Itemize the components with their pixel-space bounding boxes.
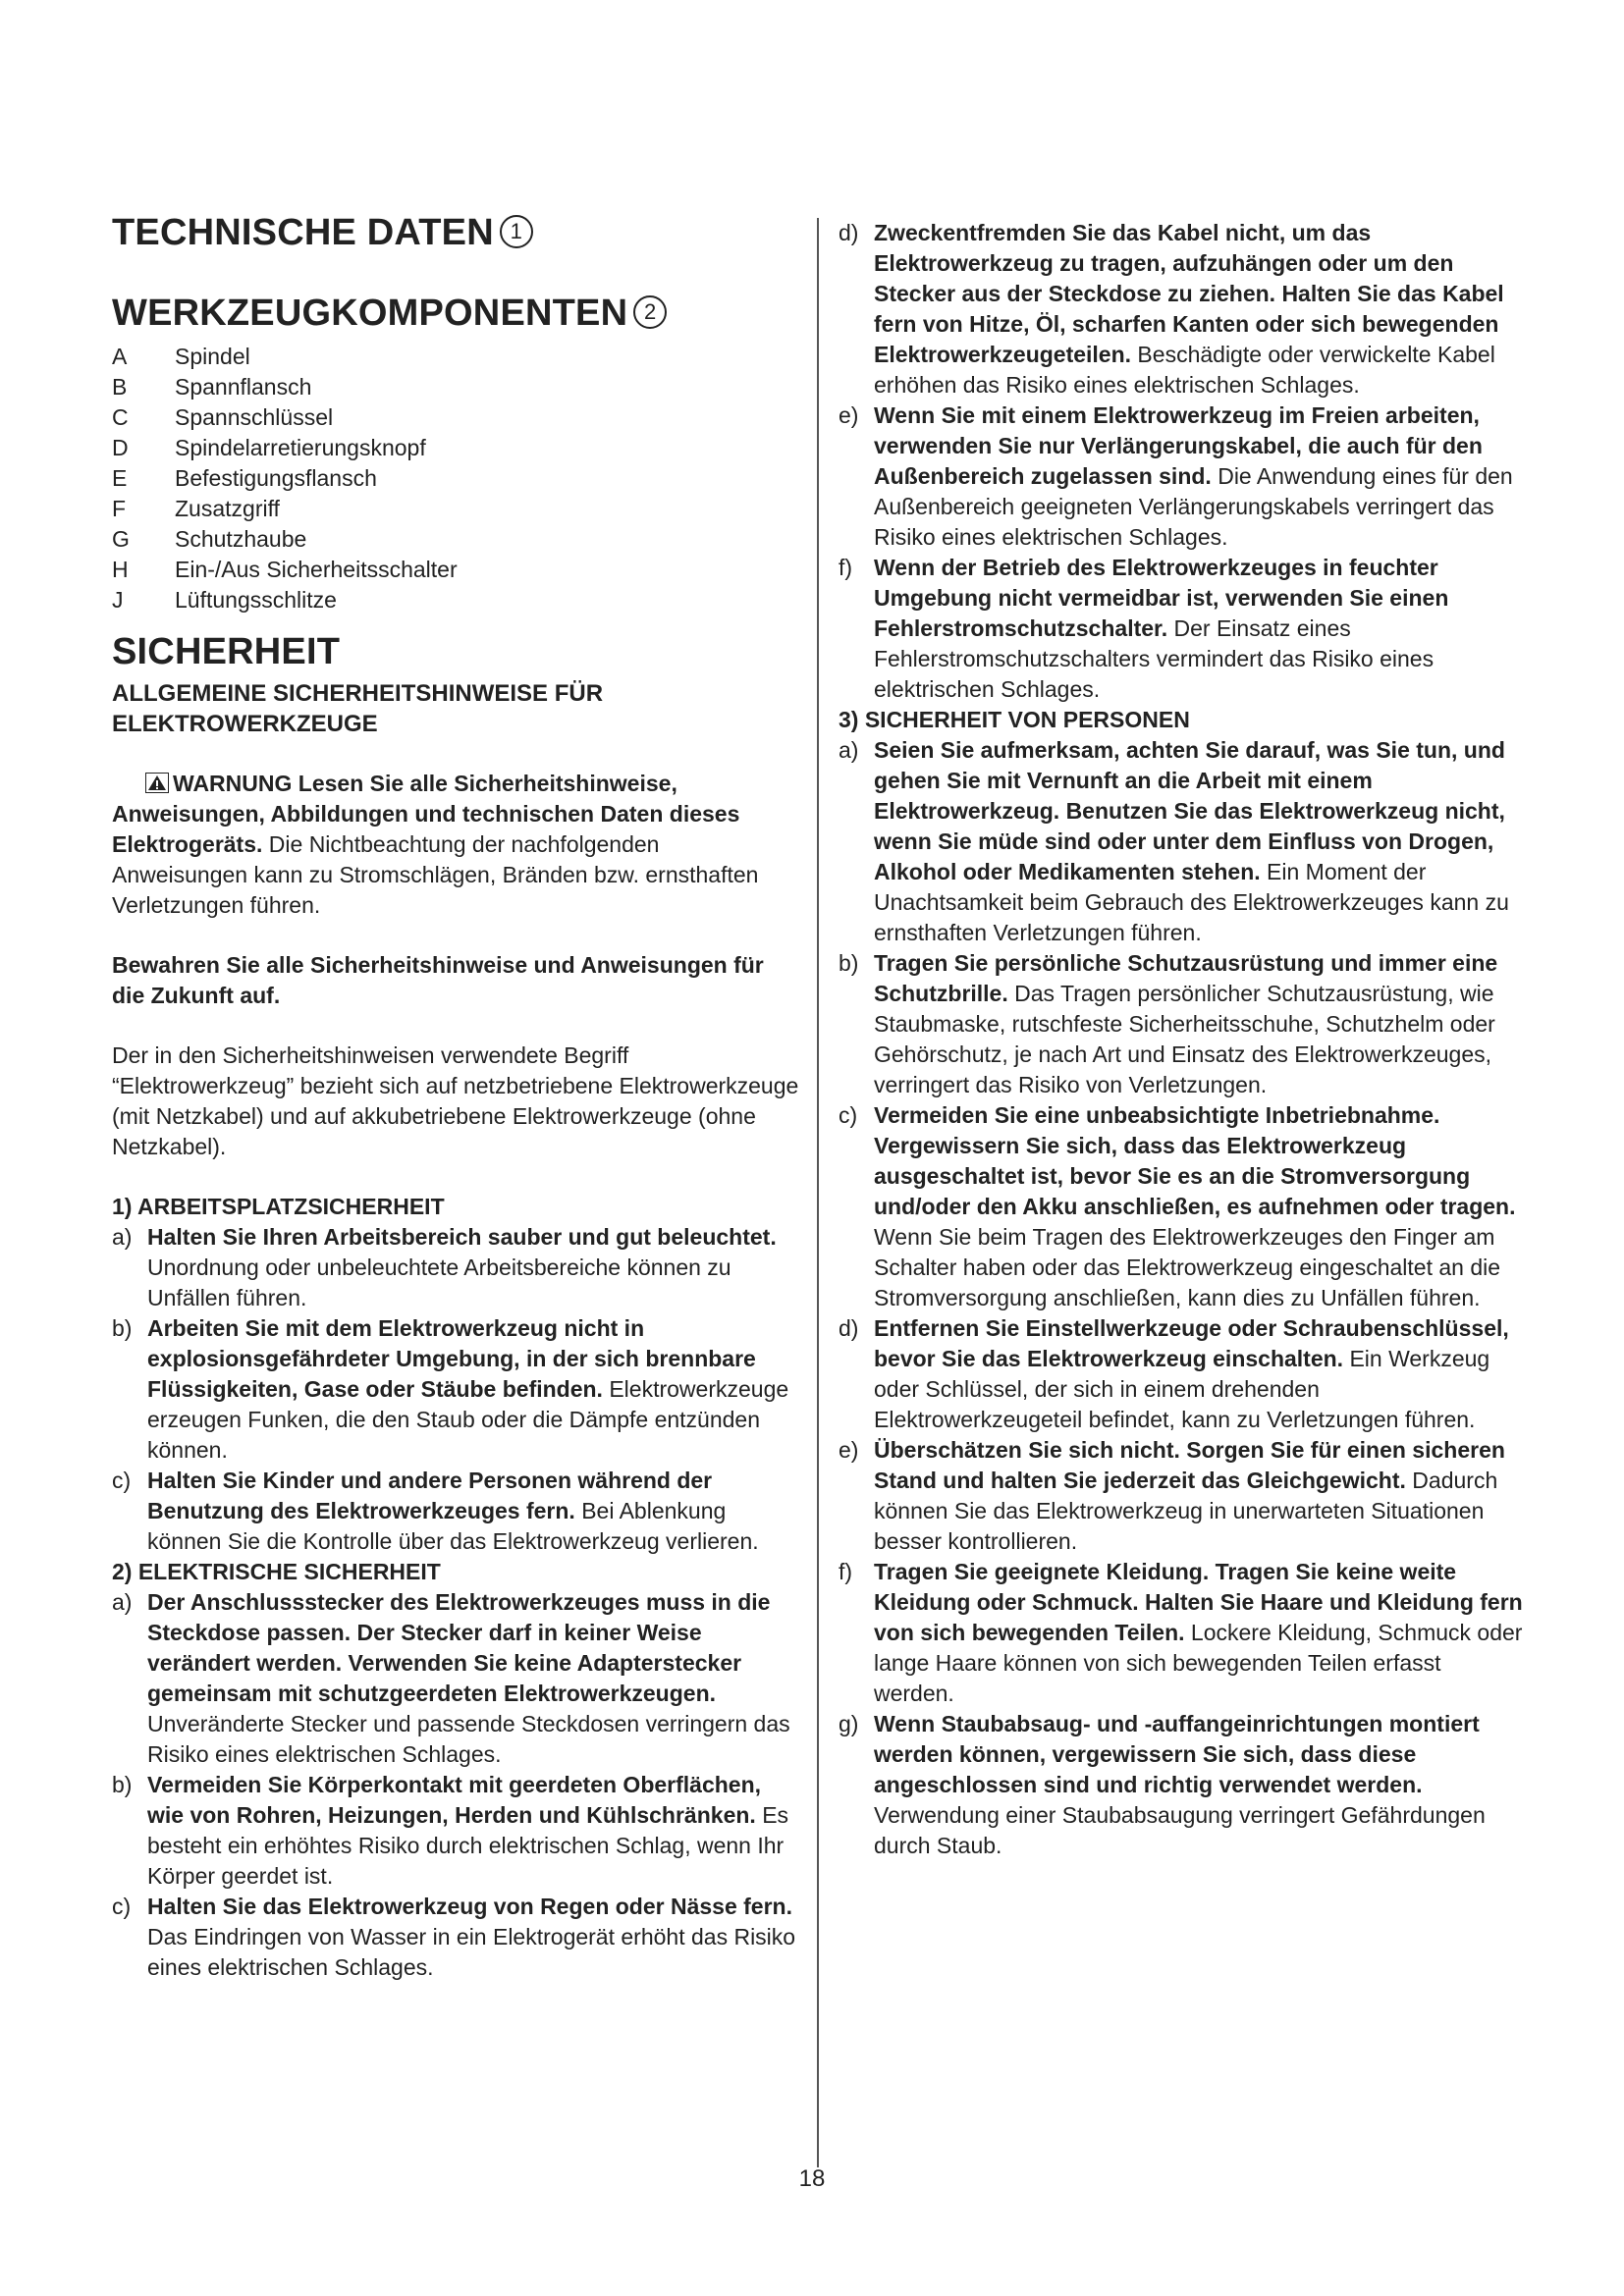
list-item: f) Tragen Sie geeignete Kleidung. Tragen Sie keine weite Kleidung oder Schmuck. Halten Sie Haare und Kleidung fern von sich bewegenden Teilen. Lockere Kleidung, Schmuck oder lange Haare können von sich bewegenden Teilen erfasst werden. [839, 1559, 1523, 1706]
component-row: G Schutzhaube [112, 526, 307, 552]
figure-ref-2: 2 [633, 295, 667, 329]
left-column [112, 210, 799, 1983]
column-divider [817, 218, 819, 2167]
list-item: c) Halten Sie das Elektrowerkzeug von Regen oder Nässe fern. Das Eindringen von Wasser in ein Elektrogerät erhöht das Risiko eines elektrischen Schlages. [112, 1894, 796, 1980]
technical-data-heading: TECHNISCHE DATEN 1 [112, 210, 799, 255]
safety-heading: SICHERHEIT [112, 631, 341, 672]
list-item: b) Arbeiten Sie mit dem Elektrowerkzeug nicht in explosionsgefährdeter Umgebung, in der sich brennbare Flüssigkeiten, Gase oder Stäube befinden. Elektrowerkzeuge erzeugen Funken, die den Staub oder die Dämpfe entzünden können. [112, 1315, 789, 1463]
components-list [112, 342, 799, 615]
list-item: d) Entfernen Sie Einstellwerkzeuge oder Schraubenschlüssel, bevor Sie das Elektrowerkzeug einschalten. Ein Werkzeug oder Schlüssel, der sich in einem drehenden Elektrowerkzeugeteil befindet, kann zu Verletzungen führen. [839, 1315, 1509, 1432]
list-item: a) Seien Sie aufmerksam, achten Sie darauf, was Sie tun, und gehen Sie mit Vernunft an die Arbeit mit einem Elektrowerkzeug. Benutzen Sie das Elektrowerkzeug nicht, wenn Sie müde sind oder unter dem Einfluss von Drogen, Alkohol oder Medikamenten stehen. Ein Moment der Unachtsamkeit beim Gebrauch des Elektrowerkzeuges kann zu ernsthaften Verletzungen führen. [839, 737, 1509, 945]
list-item: b) Vermeiden Sie Körperkontakt mit geerdeten Oberflächen, wie von Rohren, Heizungen, Herden und Kühlschränken. Es besteht ein erhöhtes Risiko durch elektrischen Schlag, wenn Ihr Körper geerdet ist. [112, 1772, 789, 1889]
list-item: e) Wenn Sie mit einem Elektrowerkzeug im Freien arbeiten, verwenden Sie nur Verlängerungskabel, die auch für den Außenbereich zugelassen sind. Die Anwendung eines für den Außenbereich geeigneten Verlängerungskabels verringert das Risiko eines elektrischen Schlages. [839, 402, 1513, 550]
component-row: F Zusatzgriff [112, 496, 280, 521]
list-item: c) Vermeiden Sie eine unbeabsichtigte Inbetriebnahme. Vergewissern Sie sich, dass das Elektrowerkzeug ausgeschaltet ist, bevor Sie es an die Stromversorgung und/oder den Akku anschließen, es aufnehmen oder tragen. Wenn Sie beim Tragen des Elektrowerkzeuges den Finger am Schalter haben oder das Elektrowerkzeug eingeschaltet an die Stromversorgung anschließen, kann dies zu Unfällen führen. [839, 1102, 1516, 1310]
section-electrical-safety [112, 1557, 799, 1983]
component-row: E Befestigungsflansch [112, 465, 377, 491]
list-item: c) Halten Sie Kinder und andere Personen während der Benutzung des Elektrowerkzeuges fern. Bei Ablenkung können Sie die Kontrolle über das Elektrowerkzeug verlieren. [112, 1468, 759, 1554]
page-number: 18 [798, 2165, 826, 2192]
keep-instructions-notice: Bewahren Sie alle Sicherheitshinweise und Anweisungen für die Zukunft auf. [112, 952, 764, 1008]
warning-paragraph: WARNUNG Lesen Sie alle Sicherheitshinweise, Anweisungen, Abbildungen und technischen Daten dieses Elektrogeräts. Die Nichtbeachtung der nachfolgenden Anweisungen kann zu Stromschlägen, Bränden bzw. ernsthaften Verletzungen führen. [112, 771, 759, 918]
component-row: H Ein-/Aus Sicherheitsschalter [112, 557, 458, 582]
component-row: B Spannflansch [112, 374, 312, 400]
list-item: a) Halten Sie Ihren Arbeitsbereich sauber und gut beleuchtet. Unordnung oder unbeleuchtete Arbeitsbereiche können zu Unfällen führen. [112, 1224, 777, 1310]
term-definition-paragraph: Der in den Sicherheitshinweisen verwendete Begriff “Elektrowerkzeug” bezieht sich auf netzbetriebene Elektrowerkzeuge (mit Netzkabel) und auf akkubetriebene Elektrowerkzeuge (ohne Netzkabel). [112, 1042, 799, 1159]
section-title: 1) ARBEITSPLATZSICHERHEIT [112, 1194, 445, 1219]
section-title: 2) ELEKTRISCHE SICHERHEIT [112, 1559, 441, 1584]
general-safety-heading: ALLGEMEINE SICHERHEITSHINWEISE FÜR ELEKTROWERKZEUGE [112, 680, 604, 737]
components-heading: WERKZEUGKOMPONENTEN 2 [112, 291, 799, 336]
warning-icon [145, 773, 169, 793]
figure-ref-1: 1 [500, 215, 533, 248]
component-row: C Spannschlüssel [112, 404, 334, 430]
section-work-area-safety [112, 1192, 799, 1557]
list-item: d) Zweckentfremden Sie das Kabel nicht, um das Elektrowerkzeug zu tragen, aufzuhängen oder um den Stecker aus der Steckdose zu ziehen. Halten Sie das Kabel fern von Hitze, Öl, scharfen Kanten oder sich bewegenden Elektrowerkzeugeteilen. Beschädigte oder verwickelte Kabel erhöhen das Risiko eines elektrischen Schlages. [839, 220, 1504, 398]
list-item: a) Der Anschlussstecker des Elektrowerkzeuges muss in die Steckdose passen. Der Stecker darf in keiner Weise verändert werden. Verwenden Sie keine Adapterstecker gemeinsam mit schutzgeerdeten Elektrowerkzeugen. Unveränderte Stecker und passende Steckdosen verringern das Risiko eines elektrischen Schlages. [112, 1589, 790, 1767]
list-item: b) Tragen Sie persönliche Schutzausrüstung und immer eine Schutzbrille. Das Tragen persönlicher Schutzausrüstung, wie Staubmaske, rutschfeste Sicherheitsschuhe, Schutzhelm oder Gehörschutz, je nach Art und Einsatz des Elektrowerkzeuges, verringert das Risiko von Verletzungen. [839, 950, 1498, 1097]
section-electrical-safety-continued [839, 218, 1526, 705]
right-column [839, 218, 1526, 1861]
section-personal-safety [839, 705, 1526, 1861]
list-item: f) Wenn der Betrieb des Elektrowerkzeuges in feuchter Umgebung nicht vermeidbar ist, verwenden Sie einen Fehlerstromschutzschalter. Der Einsatz eines Fehlerstromschutzschalters vermindert das Risiko eines elektrischen Schlages. [839, 555, 1449, 702]
section-title: 3) SICHERHEIT VON PERSONEN [839, 707, 1190, 732]
list-item: g) Wenn Staubabsaug- und -auffangeinrichtungen montiert werden können, vergewissern Sie sich, dass diese angeschlossen sind und richtig verwendet werden. Verwendung einer Staubabsaugung verringert Gefährdungen durch Staub. [839, 1711, 1486, 1858]
component-row: J Lüftungsschlitze [112, 587, 337, 613]
list-item: e) Überschätzen Sie sich nicht. Sorgen Sie für einen sicheren Stand und halten Sie jederzeit das Gleichgewicht. Dadurch können Sie das Elektrowerkzeug in unerwarteten Situationen besser kontrollieren. [839, 1437, 1505, 1554]
component-row: D Spindelarretierungsknopf [112, 435, 426, 460]
component-row: A Spindel [112, 344, 250, 369]
